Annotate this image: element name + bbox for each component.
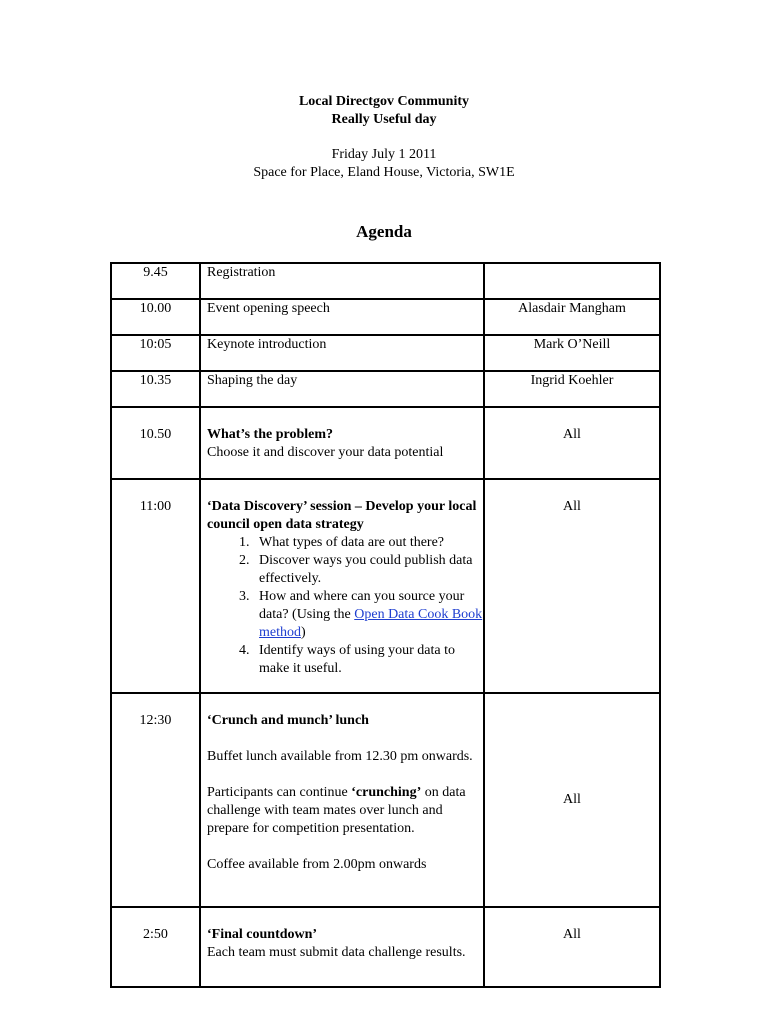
table-row	[111, 407, 660, 479]
activity-cell: Registration	[200, 263, 484, 299]
list-item: 2. Discover ways you could publish data effectively.	[253, 552, 483, 588]
event-subtitle: Really Useful day	[331, 112, 437, 127]
time-cell: 9.45	[111, 263, 200, 299]
agenda-table	[110, 262, 661, 988]
session-title: ‘Crunch and munch’ lunch	[207, 713, 369, 728]
time-cell: 11:00	[111, 479, 200, 693]
agenda-heading: Agenda	[356, 222, 412, 241]
time-cell: 10.50	[111, 407, 200, 479]
activity-cell	[200, 407, 484, 479]
activity-cell	[200, 479, 484, 693]
session-description: Each team must submit data challenge results.	[207, 945, 466, 960]
time-cell: 2:50	[111, 907, 200, 987]
speaker-cell: Mark O’Neill	[484, 335, 660, 371]
table-row	[111, 479, 660, 693]
session-title: ‘Final countdown’	[207, 927, 318, 942]
event-title: Local Directgov Community	[298, 94, 470, 109]
table-row	[111, 263, 660, 299]
list-item: 3. How and where can you source your data? (Using the Open Data Cook Book method)	[253, 588, 483, 642]
speaker-cell: All	[484, 907, 660, 987]
speaker-cell: All	[484, 693, 660, 907]
session-steps-list	[207, 534, 483, 678]
open-data-cook-book-link[interactable]: Open Data Cook Book method	[259, 607, 483, 640]
speaker-cell: All	[484, 407, 660, 479]
session-description: Participants can continue ‘crunching’ on data challenge with team mates over lunch and prepare for competition presentation.	[207, 785, 466, 836]
session-title: ‘Data Discovery’ session – Develop your local council open data strategy	[207, 499, 477, 532]
list-item: 1. What types of data are out there?	[253, 534, 483, 552]
speaker-cell: Ingrid Koehler	[484, 371, 660, 407]
speaker-cell: Alasdair Mangham	[484, 299, 660, 335]
time-cell: 12:30	[111, 693, 200, 907]
activity-cell: Event opening speech	[200, 299, 484, 335]
event-date: Friday July 1 2011	[331, 147, 437, 162]
activity-cell	[200, 693, 484, 907]
list-item: 4. Identify ways of using your data to make it useful.	[253, 642, 483, 678]
table-row	[111, 371, 660, 407]
table-row	[111, 693, 660, 907]
session-title: What’s the problem?	[207, 427, 333, 442]
activity-cell	[200, 907, 484, 987]
time-cell: 10.00	[111, 299, 200, 335]
table-row	[111, 335, 660, 371]
activity-cell: Keynote introduction	[200, 335, 484, 371]
activity-cell: Shaping the day	[200, 371, 484, 407]
speaker-cell: All	[484, 479, 660, 693]
session-description: Buffet lunch available from 12.30 pm onwards.	[207, 749, 473, 764]
table-row	[111, 907, 660, 987]
session-description: Choose it and discover your data potential	[207, 445, 444, 460]
time-cell: 10.35	[111, 371, 200, 407]
table-row	[111, 299, 660, 335]
event-venue: Space for Place, Eland House, Victoria, SW1E	[253, 165, 515, 180]
time-cell: 10:05	[111, 335, 200, 371]
session-description: Coffee available from 2.00pm onwards	[207, 857, 427, 872]
speaker-cell	[484, 263, 660, 299]
